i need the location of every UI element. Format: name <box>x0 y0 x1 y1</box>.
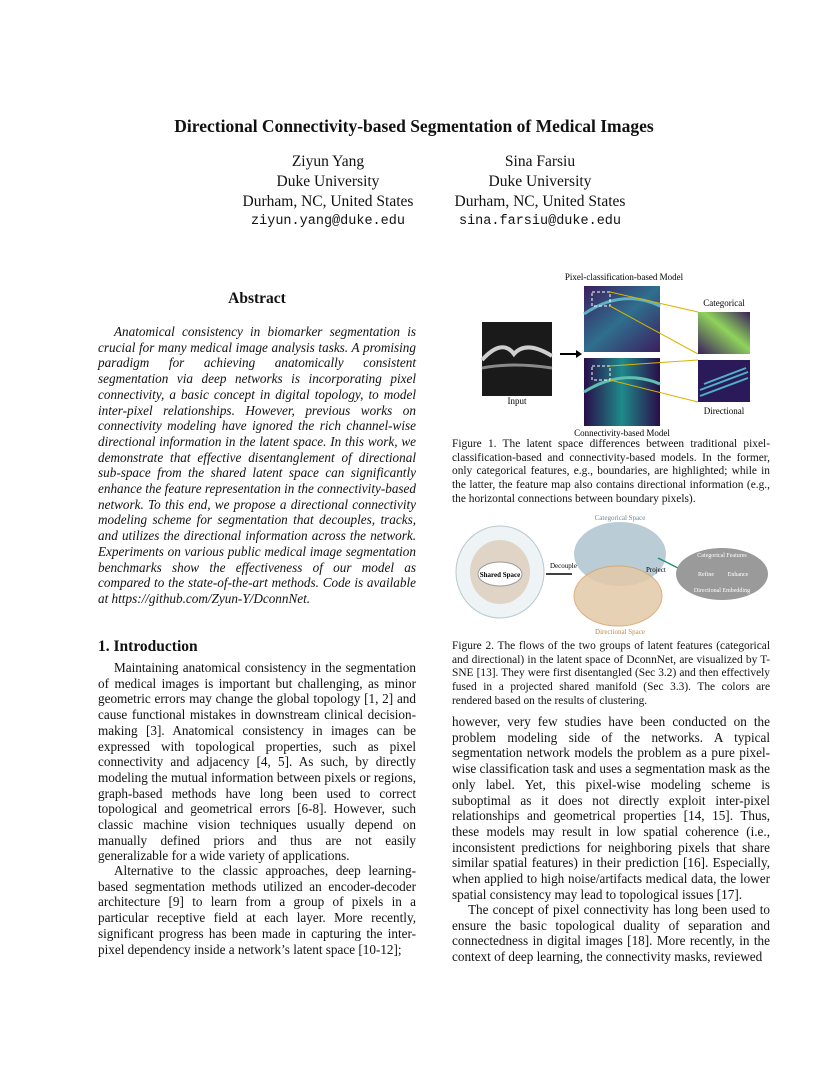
categorical-space-label: Categorical Space <box>594 514 646 522</box>
section-heading: 1. Introduction <box>98 638 198 655</box>
directional-label: Directional <box>703 406 745 416</box>
author-name: Ziyun Yang <box>291 153 365 170</box>
arrow-head-icon <box>576 350 582 358</box>
figure-2-caption: Figure 2. The flows of the two groups of latent features (categorical and directional) in the latent space of DconnNet, are visualized by T-SNE [13]. They were first disentangled (Sec 3.2) and then effectively fused in a projected shared manifold (Sec 3.3). The colors are rendered based on the results of clustering. <box>452 640 770 707</box>
input-image <box>482 322 552 396</box>
shared-space-label: Shared Space <box>479 571 521 579</box>
refine-label: Refine <box>698 572 714 578</box>
categorical-zoom <box>698 312 750 354</box>
paragraph: Alternative to the classic approaches, deep learning-based segmentation methods utilized an encoder-decoder architecture [9] to learn from a group of pixels in a particular receptive field at each layer. More recently, significant progress has been made in capturing the inter-pixel dependency inside a network’s latent space [10-12]; <box>98 863 416 957</box>
directional-space-label: Directional Space <box>595 628 645 636</box>
paper-title: Directional Connectivity-based Segmentation of Medical Images <box>174 116 654 136</box>
author-email[interactable]: sina.farsiu@duke.edu <box>458 214 622 229</box>
abstract-text: Anatomical consistency in biomarker segmentation is crucial for many medical image analysis tasks. A promising paradigm for achieving anatomically consistent segmentation via deep networks is incorporating pixel connectivity, a basic concept in digital topology, to model inter-pixel relationships. However, previous works on connectivity modeling have ignored the rich channel-wise directional information in the latent space. In this work, we demonstrate that effective disentanglement of directional sub-space from the shared latent space can significantly enhance the feature representation in the connectivity-based network. To this end, we propose a directional connectivity modeling scheme for segmentation that decouples, tracks, and utilizes the directional information across the network. Experiments on various public medical image segmentation benchmarks show the effectiveness of our model as compared to the state-of-the-art methods. Code is available at https://github.com/Zyun-Y/DconnNet. <box>98 324 416 606</box>
author-name: Sina Farsiu <box>504 153 576 170</box>
input-label: Input <box>507 396 527 406</box>
pixel-feature-map <box>584 286 660 352</box>
enhance-label: Enhance <box>727 572 749 578</box>
author-email[interactable]: ziyun.yang@duke.edu <box>251 214 405 229</box>
directional-cluster <box>574 566 662 626</box>
directional-embedding-label: Directional Embedding <box>693 588 751 594</box>
figure-2 <box>452 510 770 636</box>
author-affiliation: Duke University <box>488 173 592 190</box>
connectivity-feature-map <box>584 358 660 426</box>
author-affiliation: Duke University <box>276 173 380 190</box>
fig1-top-label: Pixel-classification-based Model <box>564 272 684 282</box>
author-location: Durham, NC, United States <box>242 193 414 210</box>
project-label: Project <box>646 566 666 574</box>
paragraph: The concept of pixel connectivity has long been used to ensure the basic topological duality of separation and connectedness in digital images [18]. More recently, in the context of deep learning, the connectivity masks, reviewed <box>452 902 770 965</box>
author-2 <box>430 152 650 232</box>
author-location: Durham, NC, United States <box>454 193 626 210</box>
figure-1 <box>452 268 770 440</box>
categorical-label: Categorical <box>703 298 745 308</box>
decouple-label: Decouple <box>550 562 577 570</box>
fig1-bottom-label: Connectivity-based Model <box>574 428 670 438</box>
abstract-heading: Abstract <box>228 290 286 307</box>
categorical-features-label: Categorical Features <box>697 553 747 559</box>
figure-1-caption: Figure 1. The latent space differences between traditional pixel-classification-based and connectivity-based models. In the former, only categorical features, e.g., boundaries, are highlighted; while in the latter, the feature map also contains directional information (e.g., the horizontal connections between boundary pixels). <box>452 438 770 505</box>
paragraph: Maintaining anatomical consistency in the segmentation of medical images is important but challenging, as minor geometric errors may change the global topology [1, 2] and cause functional mistakes in downstream clinical decision-making [3]. Anatomical consistency in images can be expressed with topological properties, such as pixel connectivity and adjacency [4, 5]. As such, by directly modeling the mutual information between pixels or regions, graph-based methods have long been used to correct topological and geometrical errors [6-8]. However, such classic machine vision techniques usually depend on manually defined priors and thus are not easily generalizable for a wide variety of applications. <box>98 660 416 864</box>
paragraph: however, very few studies have been conducted on the problem modeling side of the networks. A typical segmentation network models the problem as a pure pixel-wise classification task and uses a segmentation mask as the only label. Yet, this pixel-wise modeling scheme is suboptimal as it does not directly exploit inter-pixel relationships and geometrical properties [14, 15]. Thus, these models may result in low spatial coherence (i.e., inconsistent predictions for neighboring pixels that share similar spatial features) in their prediction [16]. Especially, when applied to high noise/artifacts medical data, the lower spatial consistency may lead to topological issues [17]. <box>452 714 770 902</box>
author-1 <box>218 152 438 232</box>
